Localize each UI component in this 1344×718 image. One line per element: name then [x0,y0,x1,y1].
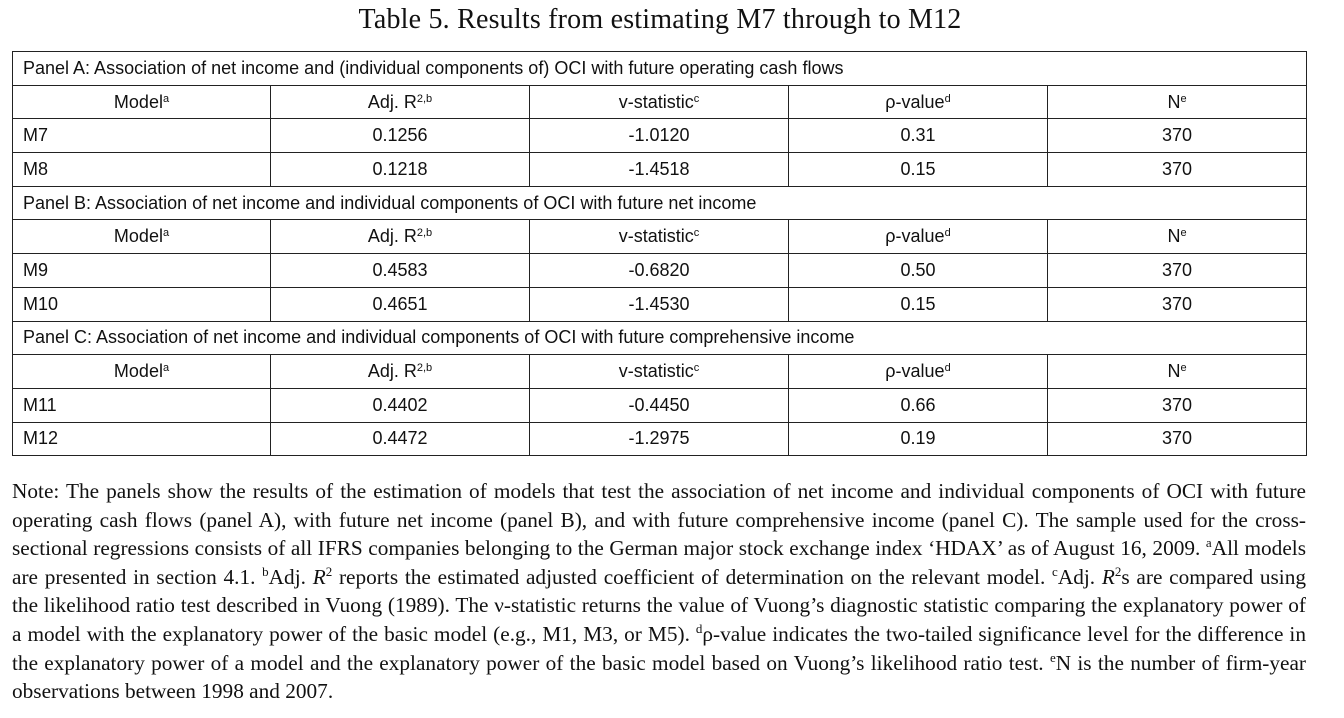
table-row [13,287,1307,321]
v-statistic-cell: -1.2975 [530,422,789,456]
n-cell: 370 [1048,388,1307,422]
table-row [13,119,1307,153]
header-label: N [1167,226,1181,247]
adj-r2-cell: 0.4651 [271,287,530,321]
panel-title-row [13,321,1307,355]
column-header-v-statistic [530,355,789,389]
table-row [13,153,1307,187]
model-cell: M12 [13,422,271,456]
header-label: Adj. R [367,91,417,112]
model-cell: M11 [13,388,271,422]
header-label: ρ-value [885,361,945,382]
n-cell: 370 [1048,422,1307,456]
column-header-adj-r2 [271,85,530,119]
header-row [13,220,1307,254]
model-cell: M10 [13,287,271,321]
header-label: Adj. R [367,226,417,247]
n-cell: 370 [1048,153,1307,187]
header-footnote-marker: d [944,362,951,375]
panel-title: Panel B: Association of net income and individual components of OCI with future net income [13,186,1307,220]
header-footnote-marker: c [693,362,700,375]
header-label: N [1167,361,1181,382]
header-label: v-statistic [618,91,694,112]
column-header-model [13,220,271,254]
v-statistic-cell: -0.6820 [530,254,789,288]
header-footnote-marker: e [1180,227,1187,240]
model-cell: M9 [13,254,271,288]
header-label: Adj. R [367,361,417,382]
column-header-v-statistic [530,85,789,119]
column-header-p-value [789,85,1048,119]
header-footnote-marker: 2,b [416,92,433,105]
header-footnote-marker: 2,b [416,362,433,375]
header-label: ρ-value [885,226,945,247]
note-text: All models are presented in section 4.1. [12,536,1306,589]
column-header-model [13,85,271,119]
v-statistic-cell: -1.0120 [530,119,789,153]
column-header-v-statistic [530,220,789,254]
adj-r2-cell: 0.4583 [271,254,530,288]
adj-r2-cell: 0.1256 [271,119,530,153]
header-footnote-marker: e [1180,92,1187,105]
header-footnote-marker: e [1180,362,1187,375]
p-value-cell: 0.15 [789,153,1048,187]
p-value-cell: 0.50 [789,254,1048,288]
p-value-cell: 0.15 [789,287,1048,321]
note-text: Adj. [268,564,306,589]
v-statistic-cell: -0.4450 [530,388,789,422]
header-row [13,355,1307,389]
footnote-marker-a: a [1205,535,1212,551]
header-label: Model [113,226,163,247]
footnote-marker-e: e [1049,649,1056,665]
note-text: Adj. [1057,564,1096,589]
n-cell: 370 [1048,254,1307,288]
note-text: Note: The panels show the results of the estimation of models that test the association of net income and individual components of OCI with future operating cash flows (panel A), with future net income (panel B), and with future comprehensive income (panel C). The sample used for the cross-sectional regressions consists of all IFRS companies belonging to the German major stock exchange index ‘HDAX’ as of August 16, 2009. [12,479,1306,561]
header-footnote-marker: d [944,92,951,105]
column-header-adj-r2 [271,220,530,254]
footnote-marker-b: b [262,563,269,579]
header-label: ρ-value [885,91,945,112]
header-footnote-marker: a [162,362,170,375]
panel-title: Panel C: Association of net income and individual components of OCI with future comprehensive income [13,321,1307,355]
header-row [13,85,1307,119]
model-cell: M8 [13,153,271,187]
header-label: v-statistic [618,226,694,247]
r-symbol: R [1101,564,1115,589]
header-label: N [1167,91,1181,112]
results-table-body [13,52,1307,456]
p-value-cell: 0.66 [789,388,1048,422]
column-header-model [13,355,271,389]
n-cell: 370 [1048,287,1307,321]
table-note [12,477,1306,706]
r-symbol: R [312,564,326,589]
table-row [13,422,1307,456]
superscript-2: 2 [325,563,333,579]
header-footnote-marker: a [162,92,170,105]
model-cell: M7 [13,119,271,153]
table-row [13,254,1307,288]
adj-r2-cell: 0.1218 [271,153,530,187]
header-footnote-marker: d [944,227,951,240]
header-label: v-statistic [618,361,694,382]
header-footnote-marker: c [693,92,700,105]
column-header-n [1048,85,1307,119]
note-text: s are compared using the likelihood ratio test described in Vuong (1989). The ν-statistic returns the value of Vuong’s diagnostic statistic comparing the explanatory power of a model with the explanatory power of the basic model (e.g., M1, M3, or M5). [12,564,1307,646]
note-text: ρ-value indicates the two-tailed significance level for the difference in the explanatory power of a model and the explanatory power of the basic model based on Vuong’s likelihood ratio test. [12,621,1306,675]
v-statistic-cell: -1.4530 [530,287,789,321]
footnote-marker-c: c [1052,563,1058,579]
adj-r2-cell: 0.4472 [271,422,530,456]
column-header-p-value [789,220,1048,254]
table-title: Table 5. Results from estimating M7 through to M12 [358,4,962,35]
p-value-cell: 0.31 [789,119,1048,153]
header-footnote-marker: c [693,227,700,240]
superscript-2: 2 [1114,563,1122,579]
column-header-n [1048,220,1307,254]
note-text: N is the number of firm-year observations between 1998 and 2007. [12,650,1306,704]
panel-title-row [13,186,1307,220]
column-header-n [1048,355,1307,389]
column-header-p-value [789,355,1048,389]
header-label: Model [113,91,163,112]
table-row [13,388,1307,422]
header-footnote-marker: a [162,227,170,240]
v-statistic-cell: -1.4518 [530,153,789,187]
footnote-marker-d: d [695,620,703,636]
panel-title-row [13,52,1307,86]
header-footnote-marker: 2,b [416,227,433,240]
header-label: Model [113,361,163,382]
adj-r2-cell: 0.4402 [271,388,530,422]
results-table [12,51,1307,456]
panel-title: Panel A: Association of net income and (individual components of) OCI with future operating cash flows [13,52,1307,86]
note-text: reports the estimated adjusted coefficient of determination on the relevant model. [338,564,1046,589]
n-cell: 370 [1048,119,1307,153]
column-header-adj-r2 [271,355,530,389]
p-value-cell: 0.19 [789,422,1048,456]
